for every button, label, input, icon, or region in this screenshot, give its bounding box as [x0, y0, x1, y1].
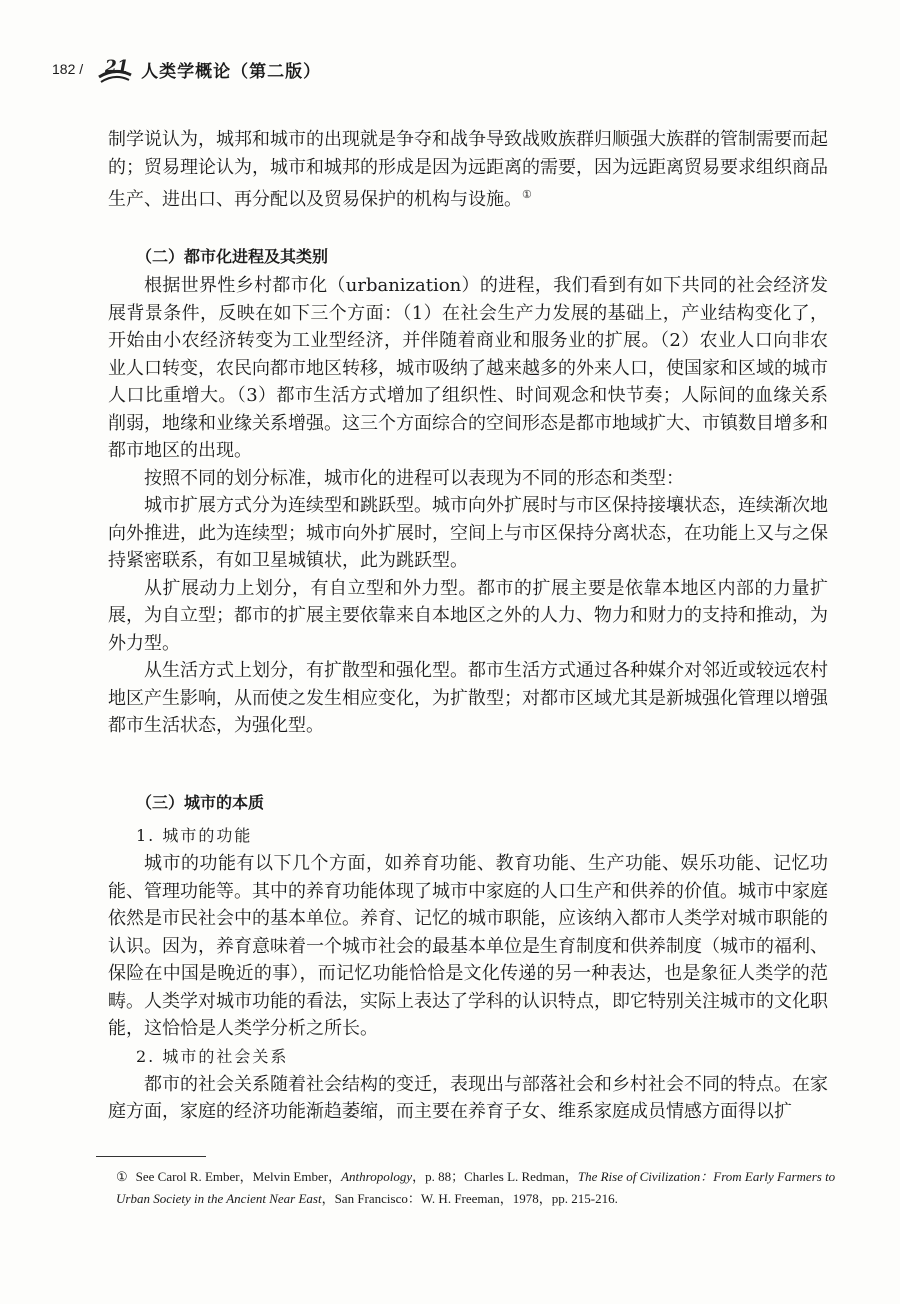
subheading: 2. 城市的社会关系: [136, 1046, 289, 1066]
subheading: 1. 城市的功能: [136, 826, 253, 845]
svg-text:21: 21: [105, 57, 129, 77]
section-body: [108, 272, 828, 740]
paragraph-continued: 制学说认为，城邦和城市的出现就是争夺和战争导致战败族群归顺强大族群的管制需要而起的；贸易理论认为，城市和城邦的形成是因为远距离的需要，因为远距离贸易要求组织商品生产、进出口、再分配以及贸易保护的机构与设施。①: [108, 129, 828, 210]
section-body: [108, 822, 828, 1126]
paragraph: 城市的功能有以下几个方面，如养育功能、教育功能、生产功能、娱乐功能、记忆功能、管理功能等。其中的养育功能体现了城市中家庭的人口生产和供养的价值。城市中家庭依然是市民社会中的基本单位。养育、记忆的城市职能，应该纳入都市人类学对城市职能的认识。因为，养育意味着一个城市社会的最基本单位是生育制度和供养制度（城市的福利、保险在中国是晚近的事），而记忆功能恰恰是文化传递的另一种表达，也是象征人类学的范畴。人类学对城市功能的看法，实际上表达了学科的认识特点，即它特别关注城市的文化职能，这恰恰是人类学分析之所长。: [108, 853, 828, 1039]
paragraph: 根据世界性乡村都市化（urbanization）的进程，我们看到有如下共同的社会经济发展背景条件，反映在如下三个方面：（1）在社会生产力发展的基础上，产业结构变化了，开始由小农经济转变为工业型经济，并伴随着商业和服务业的扩展。（2）农业人口向非农业人口转变，农民向都市地区转移，城市吸纳了越来越多的外来人口，使国家和区域的城市人口比重增大。（3）都市生活方式增加了组织性、时间观念和快节奏；人际间的血缘关系削弱，地缘和业缘关系增强。这三个方面综合的空间形态是都市地域扩大、市镇数目增多和都市地区的出现。: [108, 275, 828, 461]
paragraph: 城市扩展方式分为连续型和跳跃型。城市向外扩展时与市区保持接壤状态，连续渐次地向外推进，此为连续型；城市向外扩展时，空间上与市区保持分离状态，在功能上又与之保持紧密联系，有如卫星城镇状，此为跳跃型。: [108, 495, 828, 571]
paragraph: 从扩展动力上划分，有自立型和外力型。都市的扩展主要是依靠本地区内部的力量扩展，为自立型；都市的扩展主要依靠来自本地区之外的人力、物力和财力的支持和推动，为外力型。: [108, 577, 828, 654]
running-header: [52, 52, 321, 86]
footnote-ref: ①: [522, 188, 532, 201]
series-logo-icon: [97, 53, 133, 85]
section-heading: （三）城市的本质: [136, 793, 265, 812]
paragraph: 都市的社会关系随着社会结构的变迁，表现出与部落社会和乡村社会不同的特点。在家庭方面，家庭的经济功能渐趋萎缩，而主要在养育子女、维系家庭成员情感方面得以扩: [108, 1073, 828, 1122]
paragraph: 按照不同的划分标准，城市化的进程可以表现为不同的形态和类型：: [144, 467, 684, 489]
page-number: 182 /: [52, 61, 84, 77]
paragraph: 从生活方式上划分，有扩散型和强化型。都市生活方式通过各种媒介对邻近或较远农村地区产生影响，从而使之发生相应变化，为扩散型；对都市区域尤其是新城强化管理以增强都市生活状态，为强化型。: [108, 660, 828, 736]
book-title: 人类学概论（第二版）: [141, 61, 322, 82]
footnote-divider: [96, 1156, 206, 1157]
footnote: ① See Carol R. Ember，Melvin Ember，Anthropology，p. 88；Charles L. Redman，The Rise of Civilization：From Early Farmers to Urban Society in the Ancient Near East，San Francisco：W. H. Freeman，1978，pp. 215-216.: [116, 1169, 836, 1206]
footnote-mark: ①: [116, 1169, 128, 1184]
section-heading: （二）都市化进程及其类别: [136, 247, 329, 266]
